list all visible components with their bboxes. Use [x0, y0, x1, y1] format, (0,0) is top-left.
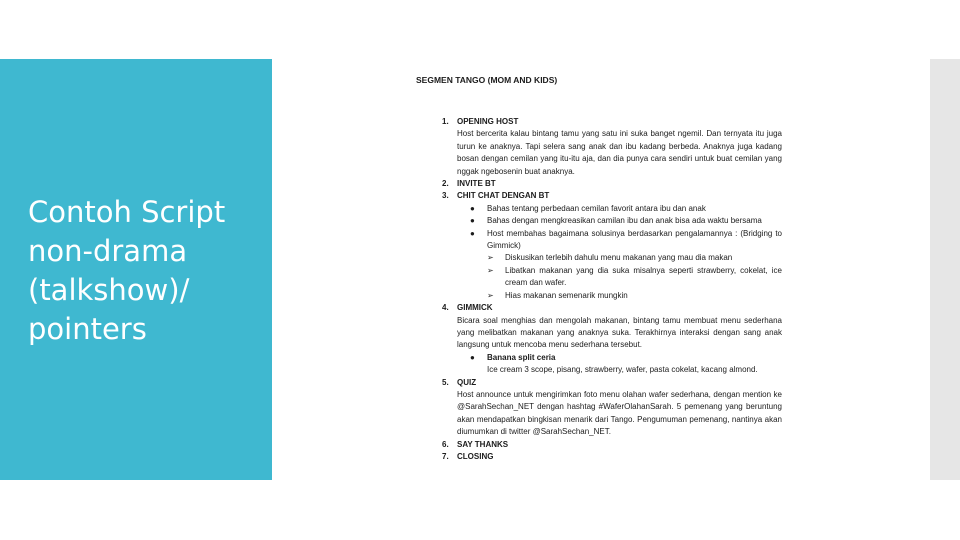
section-heading: CHIT CHAT DENGAN BT [457, 191, 550, 201]
bullet-text: Host membahas bagaimana solusinya berdasarkan pengalamannya : (Bridging to Gimmick) [487, 228, 782, 251]
sub-bullet-item [457, 252, 782, 264]
section-heading: SAY THANKS [457, 439, 509, 449]
bullet-item [457, 352, 782, 364]
section-closing [412, 451, 782, 463]
section-number: 5. [442, 377, 449, 387]
bullet-dot-icon: ● [470, 352, 475, 362]
bullet-dot-icon: ● [470, 216, 475, 226]
section-heading: OPENING HOST [457, 117, 519, 126]
bullet-dot-icon: ● [470, 228, 475, 238]
sub-bullet-item [457, 290, 782, 302]
section-body: Bicara soal menghias dan mengolah makanan, bintang tamu membuat menu sederhana yang melibatkan makanan yang anaknya suka. Terakhirnya interaksi dengan sang anak langsung untuk mencoba menu sederhana tersebut. [457, 315, 782, 350]
section-chit-chat [412, 190, 782, 302]
recipe-text: Ice cream 3 scope, pisang, strawberry, wafer, pasta cokelat, kacang almond. [487, 365, 758, 375]
section-quiz [412, 377, 782, 439]
arrow-bullet-icon: ➢ [487, 253, 494, 263]
document-title: SEGMEN TANGO (MOM AND KIDS) [416, 75, 558, 85]
section-number: 2. [442, 179, 449, 189]
section-body: Host bercerita kalau bintang tamu yang satu ini suka banget ngemil. Dan ternyata itu juga turun ke anaknya. Tapi selera sang anak dan ibu kadang berbeda. Anaknya juga kadang bosan dengan cemilan yang itu-itu aja, dan dia punya cara sendiri untuk buat cemilan yang nggak ngebosenin buat anaknya. [457, 129, 782, 176]
sub-bullet-text: Libatkan makanan yang dia suka misalnya seperti strawberry, cokelat, ice cream dan wafer. [505, 265, 782, 288]
section-number: 4. [442, 303, 449, 313]
section-heading: QUIZ [457, 377, 477, 387]
bullet-text: Bahas dengan mengkreasikan camilan ibu dan anak bisa ada waktu bersama [487, 216, 762, 226]
side-strip [930, 59, 960, 480]
section-number: 7. [442, 451, 449, 461]
section-number: 3. [442, 191, 449, 201]
sub-bullet-text: Diskusikan terlebih dahulu menu makanan yang mau dia makan [505, 253, 733, 263]
section-body: Host announce untuk mengirimkan foto menu olahan wafer sederhana, dengan mention ke @SarahSechan_NET dengan hashtag #WaferOlahanSarah. 5 pemenang yang beruntung akan mendapatkan bingkisan menarik dari Tango. Pengumuman pemenang, nantinya akan diumumkan di twitter @SarahSechan_NET. [457, 389, 782, 437]
bullet-item [457, 215, 782, 227]
section-heading: CLOSING [457, 451, 494, 461]
sub-bullet-item [457, 265, 782, 290]
section-heading: GIMMICK [457, 303, 493, 313]
arrow-bullet-icon: ➢ [487, 290, 494, 300]
slide-title: Contoh Script non-drama (talkshow)/ pointers [28, 195, 226, 346]
script-document [412, 72, 782, 463]
bullet-text: Banana split ceria [487, 352, 556, 362]
section-heading: INVITE BT [457, 179, 496, 189]
bullet-item [457, 203, 782, 215]
bullet-text: Bahas tentang perbedaan cemilan favorit antara ibu dan anak [487, 203, 706, 213]
section-invite-bt [412, 178, 782, 190]
bullet-item [457, 228, 782, 253]
bullet-dot-icon: ● [470, 203, 475, 213]
arrow-bullet-icon: ➢ [487, 265, 494, 275]
section-gimmick [412, 302, 782, 376]
section-say-thanks [412, 439, 782, 451]
section-number: 1. [442, 117, 449, 126]
section-opening-host [412, 116, 782, 178]
section-number: 6. [442, 439, 449, 449]
sub-bullet-text: Hias makanan semenarik mungkin [505, 290, 628, 300]
